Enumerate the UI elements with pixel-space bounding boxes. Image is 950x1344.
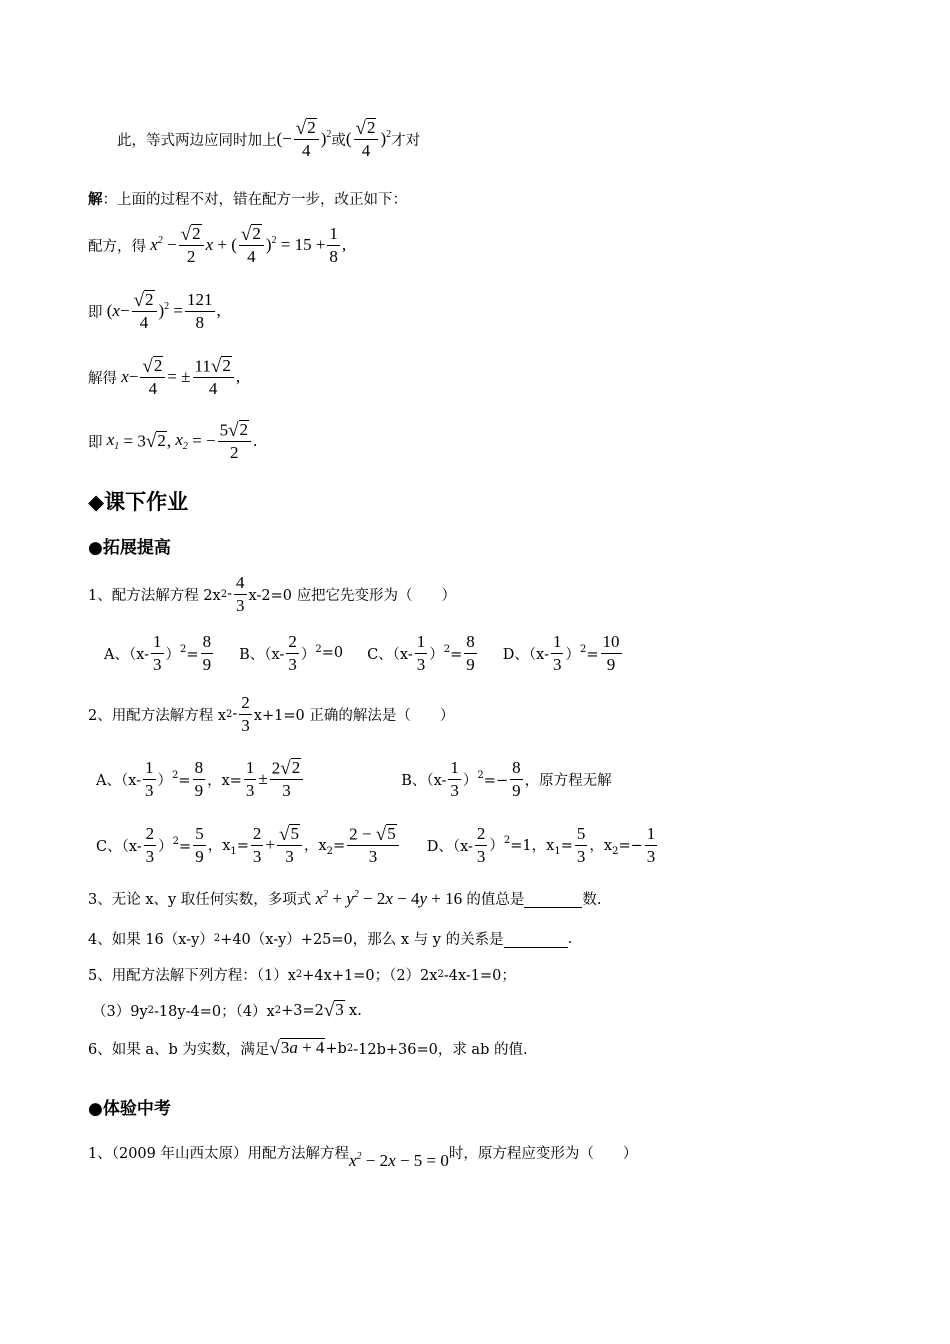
formula-term: + — [328, 888, 347, 908]
formula-term: = − — [187, 431, 216, 451]
question-text: 1、（2009 年山西太原）用配方法解方程 — [88, 1146, 349, 1162]
fraction: $\frac{4}{3}$ — [236, 573, 245, 615]
subsection-heading-exam — [88, 1094, 171, 1119]
formula-term: $x_2$ — [175, 430, 188, 453]
formula-term: )$^2$ — [380, 129, 392, 149]
question-text: +b — [325, 1040, 347, 1057]
exam-question-1 — [88, 1142, 638, 1170]
formula-term: + 16 — [427, 888, 467, 908]
answer-blank[interactable] — [504, 929, 568, 948]
question-6: 6、如果 a、b 为实数，满足 √ 3a + 4 +b 2 -12b+36=0，求 ab 的值. — [88, 1037, 528, 1059]
fraction: √ 2 2 — [179, 224, 204, 267]
question-text: x+1=0 正确的解法是（ ） — [253, 707, 455, 724]
note-text: 此，等式两边应同时加上 — [117, 132, 277, 149]
option-d: D、（x- — [426, 838, 473, 855]
fraction: $\frac{2}{3}$ — [252, 824, 262, 866]
question-5: 5、用配方法解下列方程：（1）x 2 +4x+1=0；（2）2x 2 -4x-1=0； — [88, 964, 516, 985]
note-tail: 才对 — [391, 132, 421, 149]
option-a: A、（x- — [104, 646, 150, 663]
solution-step-2 — [88, 290, 221, 333]
subsection-heading-extend — [88, 533, 171, 558]
formula-term: )$^2$ = 15 + — [265, 235, 326, 255]
section-title: ◆课下作业 — [88, 490, 189, 514]
fraction: $\frac{1}{3}$ — [245, 758, 255, 800]
option-d: D、（x- — [502, 646, 549, 663]
formula-term: x — [205, 235, 214, 255]
fraction: $\frac{1}{3}$ — [552, 632, 562, 674]
fraction: $\frac{10}{9}$ — [602, 632, 620, 674]
fraction: $\frac{1}{3}$ — [153, 632, 162, 674]
formula-term: − 4 — [392, 888, 420, 908]
question-text: -12b+36=0，求 ab 的值. — [353, 1042, 528, 1058]
fraction: √ 5 3 — [277, 824, 302, 867]
fraction: 5 √ 2 2 — [218, 420, 251, 463]
option-b-tail: =0 — [321, 645, 344, 662]
jie-text: ：上面的过程不对，错在配方一步，改正如下： — [102, 192, 407, 208]
solution-step-3 — [88, 356, 240, 399]
question-text: x. — [349, 1002, 362, 1019]
formula-term: (− — [276, 129, 292, 149]
formula-term: $x^2$ — [146, 235, 163, 255]
formula-term: )$^2$ — [320, 129, 332, 149]
fraction: $\frac{2}{3}$ — [476, 824, 486, 866]
question-text: +4x+1=0；（2）2x — [302, 968, 438, 984]
question-4: 4、如果 16（x-y） 2 +40（x-y）+25=0，那么 x 与 y 的关系是 . — [88, 928, 572, 949]
formula-term: $x^2$ — [311, 888, 329, 908]
formula-term: , — [341, 235, 347, 255]
step-label: 即 — [88, 304, 103, 321]
formula-term: ( — [102, 301, 113, 321]
formula: $x^2 - 2x - 5 = 0$ — [349, 1150, 449, 1170]
fraction: $\frac{8}{9}$ — [512, 758, 521, 800]
solution-intro — [88, 188, 407, 209]
question-text: 6、如果 a、b 为实数，满足 — [88, 1042, 270, 1058]
question-text: -4x-1=0； — [443, 968, 516, 984]
jie-label: 解 — [88, 191, 103, 208]
fraction: $\frac{8}{9}$ — [466, 632, 475, 674]
option-a: A、（x- — [96, 772, 142, 789]
fraction: $\frac{2}{3}$ — [288, 632, 297, 674]
step-label: 配方，得 — [88, 238, 146, 255]
fraction: $\frac{5}{9}$ — [195, 824, 204, 866]
question-text: 时，原方程应变形为（ ） — [448, 1146, 638, 1162]
question-text: 1、配方法解方程 2x — [88, 587, 221, 604]
formula-term: √ 3a + 4 — [269, 1037, 325, 1059]
option-c: C、（x- — [367, 646, 413, 663]
formula-term: $x_1$ — [102, 430, 120, 453]
fraction: $\frac{2}{3}$ — [145, 824, 155, 866]
formula-term: = 3 √ 2 , — [119, 430, 176, 452]
option-b-tail: ，原方程无解 — [524, 772, 612, 789]
formula-term: ( — [345, 129, 352, 149]
question-text: 3、无论 x、y 取任何实数，多项式 — [88, 892, 312, 908]
fraction: $\frac{1}{8}$ — [329, 224, 338, 266]
note-or: 或 — [331, 132, 346, 149]
formula-term: . — [253, 431, 258, 451]
question-text: +3=2 — [281, 1002, 324, 1019]
formula-term: − 2 — [358, 888, 386, 908]
question-text: 2、用配方法解方程 x — [88, 707, 227, 724]
fraction: √ 2 4 — [294, 118, 319, 161]
question-3 — [88, 888, 601, 909]
question-text: 的值总是 — [466, 892, 525, 908]
fraction: $\frac{1}{3}$ — [416, 632, 426, 674]
formula-term: − — [119, 301, 130, 321]
fraction: √ 2 4 — [140, 356, 165, 399]
question-5-part-2: （3）9y 2 -18y-4=0；（4）x 2 +3=2 √ 3 x. — [92, 999, 362, 1021]
fraction: $\frac{1}{3}$ — [450, 758, 459, 800]
fraction: $\frac{2}{3}$ — [241, 693, 250, 735]
solution-step-4 — [88, 420, 257, 463]
formula-term: √ 3 — [323, 999, 344, 1021]
question-text: . — [567, 930, 573, 947]
question-2-options-ab: A、（x- $\frac{1}{3}$ ）$^2$= $\frac{8}{9}$ ，x= $\frac{1}{3}$ ± 2 √ 2 3 B、（x- $\frac{1}{3}$ ）$^2$=− $\frac{8}{9}$ ，原方程无解 — [96, 757, 612, 801]
option-b: B、（x- — [239, 646, 285, 663]
fraction: $\frac{1}{3}$ — [646, 824, 656, 866]
solution-step-1 — [88, 224, 346, 267]
subsection-title: ●体验中考 — [88, 1099, 171, 1119]
fraction: 11 √ 2 4 — [193, 356, 234, 399]
section-heading-homework — [88, 486, 188, 516]
formula-term: )$^2$ = — [158, 301, 184, 321]
formula-term: + ( — [213, 235, 237, 255]
formula-term: = ± — [167, 367, 191, 387]
question-text: 数. — [582, 892, 602, 908]
fraction: $\frac{8}{9}$ — [194, 758, 204, 800]
step-label: 即 — [88, 434, 103, 451]
question-text: 4、如果 16（x-y） — [88, 932, 214, 948]
step-label: 解得 — [88, 370, 117, 387]
formula-term: − — [128, 367, 139, 387]
question-2: 2、用配方法解方程 x 2 - $\frac{2}{3}$ x+1=0 正确的解法是（ ） — [88, 693, 455, 735]
fraction: 2 − √ 5 3 — [347, 824, 399, 867]
question-text: x-2=0 应把它先变形为（ ） — [248, 587, 457, 604]
formula-term: − — [162, 235, 177, 255]
fraction: $\frac{8}{9}$ — [202, 632, 212, 674]
option-c: C、（x- — [96, 838, 142, 855]
question-2-options-cd: C、（x- $\frac{2}{3}$ ）$^2$= $\frac{5}{9}$ ，$x_1=$ $\frac{2}{3}$ + √ 5 3 ，$x_2=$ 2 − √ 5 3 D、（x- $\frac{2}{3}$ ）$^2$=1，$x_1=$ $\frac{5}{3}$ ，$x_2=-$ $\frac{1}{3}$ — [96, 823, 656, 867]
question-text: 5、用配方法解下列方程：（1）x — [88, 968, 296, 984]
question-text: +40（x-y）+25=0，那么 x 与 y 的关系是 — [220, 932, 504, 948]
question-1-options: A、（x- $\frac{1}{3}$ ）$^2$= $\frac{8}{9}$ B、（x- $\frac{2}{3}$ ）$^2$ =0 C、（x- $\frac{1}{3}$ ）$^2$= $\frac{8}{9}$ D、（x- $\frac{1}{3}$ ）$^2$= $\frac{10}{9}$ — [104, 632, 620, 674]
formula-term: y — [419, 888, 428, 908]
fraction: √ 2 4 — [239, 224, 264, 267]
formula-term: , — [235, 367, 241, 387]
fraction: √ 2 4 — [132, 290, 157, 333]
fraction: 2 √ 2 3 — [270, 758, 303, 801]
question-text: -18y-4=0；（4）x — [154, 1004, 275, 1020]
question-text: （3）9y — [92, 1004, 148, 1020]
formula-term: , — [216, 301, 221, 321]
question-1: 1、配方法解方程 2x 2 - $\frac{4}{3}$ x-2=0 应把它先变形为（ ） — [88, 573, 457, 615]
formula-term: x — [112, 301, 120, 321]
option-b: B、（x- — [401, 772, 447, 789]
fraction: $\frac{1}{3}$ — [145, 758, 154, 800]
answer-blank[interactable] — [524, 889, 582, 908]
subsection-title: ●拓展提高 — [88, 538, 171, 558]
fraction: $\frac{5}{3}$ — [576, 824, 586, 866]
formula-term: $y^2$ — [346, 888, 359, 908]
formula-term: x — [385, 888, 393, 908]
note-line — [117, 118, 420, 161]
fraction: √ 2 4 — [354, 118, 379, 161]
fraction: $\frac{121}{8}$ — [187, 290, 213, 332]
formula-term: x — [117, 367, 129, 387]
